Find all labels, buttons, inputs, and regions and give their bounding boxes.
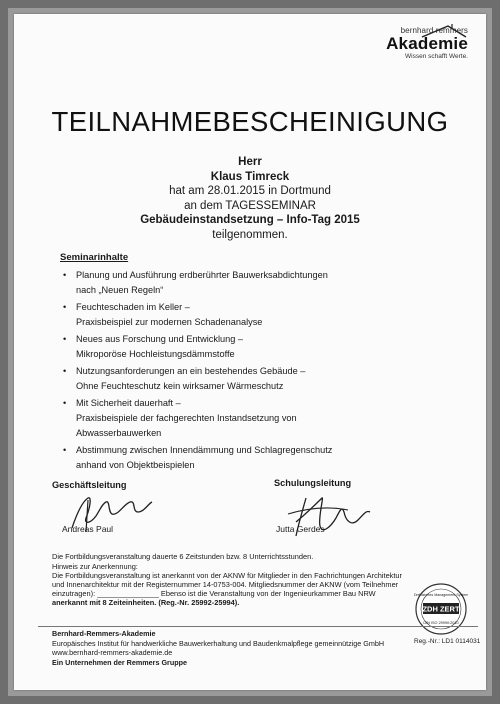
date-line: hat am 28.01.2015 in Dortmund	[169, 185, 331, 197]
event-line: an dem TAGESSEMINAR	[184, 199, 316, 212]
recognition-line-1: Die Fortbildungsveranstaltung ist anerkannt von der AKNW für Mitglieder in den Fachrichtungen Architektur	[52, 571, 403, 580]
certification-seal-icon	[414, 582, 468, 636]
recipient-name: Klaus Timreck	[210, 170, 290, 183]
training-lead-label: Schulungsleitung	[274, 478, 352, 488]
recognition-line-2: und Innenarchitektur mit der Registernummer 14-0753-004. Mitgliedsnummer der AKNW (vom Teilnehmer	[52, 580, 399, 589]
certificate-page	[14, 14, 486, 690]
bullet-icon: •	[63, 445, 67, 455]
closing-line: teilgenommen.	[212, 228, 288, 241]
contents-heading: Seminarinhalte	[60, 252, 129, 263]
logo-claim-text: Wissen schafft Werte.	[405, 53, 468, 60]
group-text: Ein Unternehmen der Remmers Gruppe	[52, 657, 187, 667]
akademie-logo	[386, 26, 468, 60]
management-label: Geschäftsleitung	[52, 480, 127, 490]
list-item: • Neues aus Forschung und Entwicklung – Mikroporöse Hochleistungsdämmstoffe	[63, 334, 244, 359]
registration-number: Reg.-Nr.: LD1 0114031	[414, 638, 481, 645]
org-name: Bernhard-Remmers-Akademie	[52, 629, 156, 638]
bullet-icon: •	[63, 270, 67, 280]
management-name: Andreas Paul	[62, 524, 114, 534]
salutation: Herr	[238, 156, 262, 168]
seminar-title: Gebäudeinstandsetzung – Info-Tag 2015	[140, 214, 360, 226]
seal-bottom-text: DIN ISO 29990:2010	[423, 621, 459, 625]
recognition-heading: Hinweis zur Anerkennung:	[52, 562, 138, 571]
logo-main-text: Akademie	[386, 34, 468, 53]
institute-name: Europäisches Institut für handwerkliche Bauwerkerhaltung und Baudenkmalpflege gemeinnützige GmbH	[52, 638, 385, 648]
list-item: • Planung und Ausführung erdberührter Bauwerksabdichtungen nach „Neuen Regeln“	[63, 270, 328, 295]
list-item: • Mit Sicherheit dauerhaft – Praxisbeispiele der fachgerechten Instandsetzung von Abwasserbauwerken	[63, 398, 297, 438]
recognition-line-3: einzutragen): _______________ Ebenso ist die Veranstaltung von der Ingenieurkammer Bau NRW	[52, 589, 376, 598]
list-item: • Feuchteschaden im Keller – Praxisbeispiel zur modernen Schadenanalyse	[63, 302, 263, 327]
seminar-contents	[60, 250, 390, 475]
bullet-icon: •	[63, 398, 67, 408]
bullet-icon: •	[63, 366, 67, 376]
recipient-block	[14, 155, 486, 242]
list-item: • Abstimmung zwischen Innendämmung und Schlagregenschutz anhand von Objektbeispielen	[63, 445, 333, 470]
seal-main-text: ZDH ZERT	[422, 604, 460, 614]
training-lead-name: Jutta Gerdes	[276, 524, 325, 534]
recognition-line-4: anerkannt mit 8 Zeiteinheiten. (Reg.-Nr. 25992-25994).	[52, 598, 240, 607]
seal-top-text: Zertifiziertes Management-System	[414, 593, 468, 597]
logo-top-text: bernhard remmers	[400, 26, 468, 35]
bullet-icon: •	[63, 302, 67, 312]
website: www.bernhard-remmers-akademie.de	[52, 648, 173, 658]
organization-footer	[52, 629, 384, 667]
footer-divider	[38, 626, 478, 627]
roof-icon	[418, 24, 468, 38]
duration-text: Die Fortbildungsveranstaltung dauerte 6 Zeitstunden bzw. 8 Unterrichtsstunden.	[52, 552, 314, 561]
list-item: • Nutzungsanforderungen an ein bestehendes Gebäude – Ohne Feuchteschutz kein wirksamer Wärmeschutz	[63, 366, 306, 391]
bullet-icon: •	[63, 334, 67, 344]
certificate-title: TEILNAHMEBESCHEINIGUNG	[51, 106, 449, 137]
